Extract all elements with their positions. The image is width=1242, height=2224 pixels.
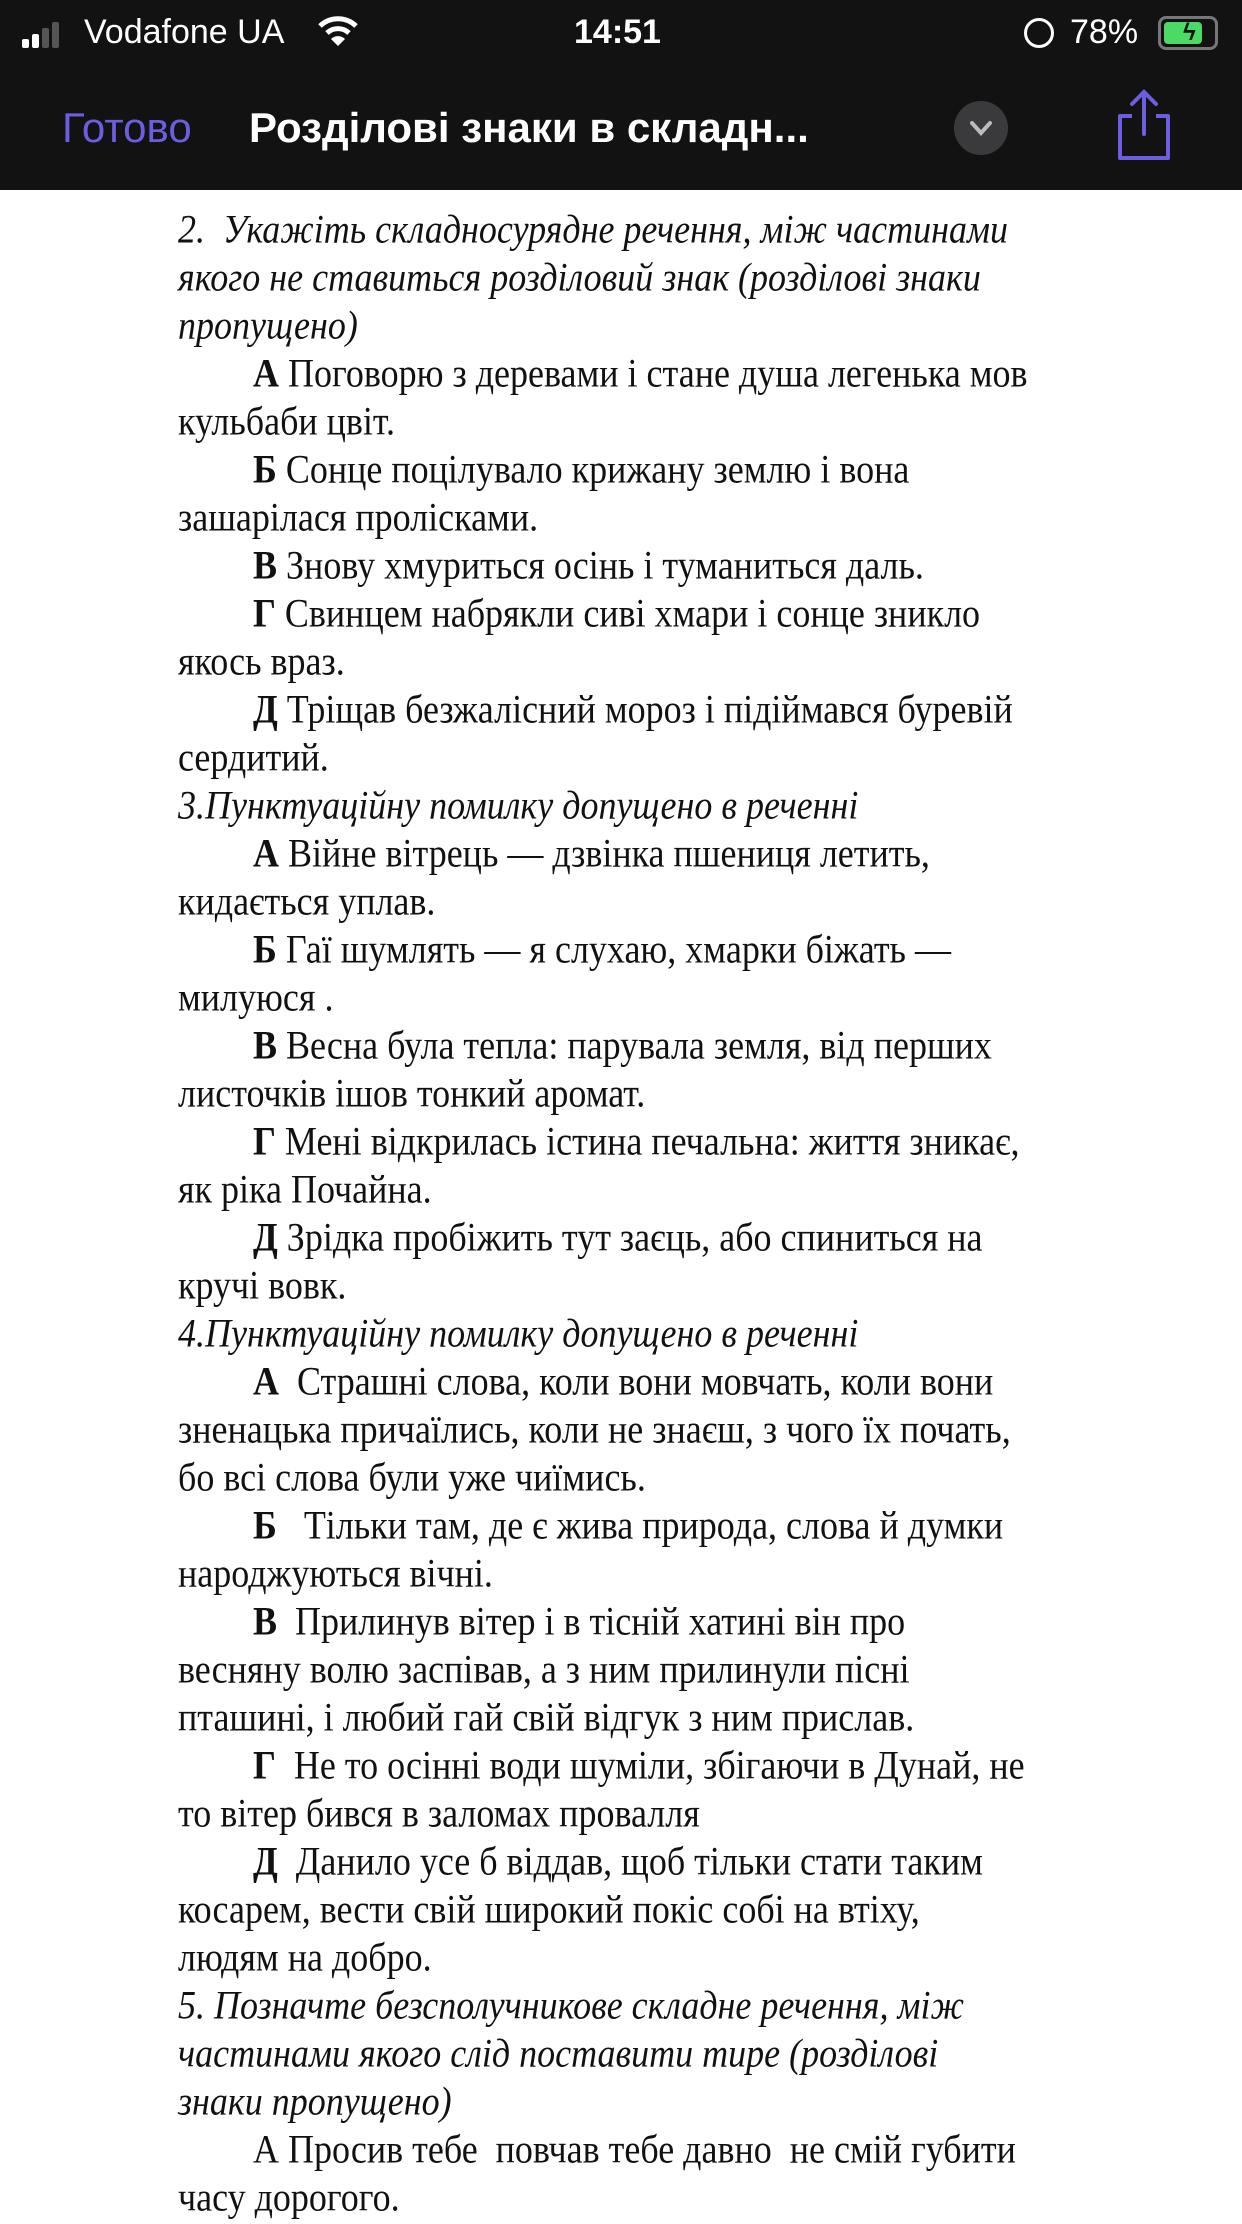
done-button[interactable]: Готово bbox=[62, 104, 192, 151]
option-letter: Д bbox=[253, 1214, 278, 1260]
answer-text-line bbox=[253, 682, 1013, 736]
line-text: зашарілася пролісками. bbox=[178, 494, 539, 540]
line-text: Данило усе б віддав, щоб тільки стати таким bbox=[277, 1838, 983, 1884]
line-text: Сонце поцілувало крижану землю і вона bbox=[276, 446, 910, 492]
answer-text-line bbox=[253, 2122, 1016, 2176]
line-text: як ріка Почайна. bbox=[178, 1166, 432, 1212]
answer-text-line bbox=[253, 826, 930, 880]
option-letter: В bbox=[253, 1598, 278, 1644]
answer-text-line bbox=[178, 490, 538, 544]
question-text-line bbox=[178, 298, 358, 352]
battery-percent: 78% bbox=[1070, 13, 1139, 51]
answer-text-line bbox=[178, 1402, 1011, 1456]
share-icon[interactable] bbox=[1112, 88, 1176, 162]
line-text: Весна була тепла: парувала земля, від перших bbox=[277, 1022, 992, 1068]
clock: 14:51 bbox=[574, 13, 661, 51]
answer-text-line bbox=[178, 1930, 432, 1984]
line-text: Не то осінні води шуміли, збігаючи в Дунай, не bbox=[275, 1742, 1025, 1788]
line-text: Тріщав безжалісний мороз і підіймався буревій bbox=[277, 686, 1013, 732]
option-letter: Б bbox=[253, 1502, 277, 1548]
option-letter: А bbox=[253, 830, 279, 876]
line-text: кидається уплав. bbox=[178, 878, 436, 924]
line-text: пташині, і любий гай свій відгук з ним прислав. bbox=[178, 1694, 915, 1740]
answer-text-line bbox=[253, 1018, 992, 1072]
question-text-line bbox=[178, 202, 1008, 256]
line-text: пропущено) bbox=[178, 302, 358, 348]
option-letter: В bbox=[253, 1022, 278, 1068]
answer-text-line bbox=[253, 1354, 993, 1408]
line-text: 4.Пунктуаційну помилку допущено в реченні bbox=[178, 1310, 859, 1356]
answer-text-line bbox=[253, 1834, 983, 1888]
line-text: Свинцем набрякли сиві хмари і сонце зникло bbox=[275, 590, 981, 636]
option-letter: Б bbox=[253, 446, 277, 492]
document-title[interactable]: Розділові знаки в складн... bbox=[249, 104, 809, 151]
answer-text-line bbox=[253, 1594, 905, 1648]
line-text: листочків ішов тонкий аромат. bbox=[178, 1070, 646, 1116]
answer-text-line bbox=[178, 1258, 346, 1312]
line-text: Зрідка пробіжить тут заєць, або спиниться на bbox=[277, 1214, 983, 1260]
answer-text-line bbox=[178, 730, 329, 784]
line-text: народжуються вічні. bbox=[178, 1550, 493, 1596]
carrier: Vodafone UA bbox=[84, 13, 285, 51]
option-letter: Д bbox=[253, 1838, 278, 1884]
option-letter: А bbox=[253, 1358, 279, 1404]
wifi-icon bbox=[318, 14, 358, 48]
answer-text-line bbox=[253, 1498, 1003, 1552]
option-letter: Г bbox=[253, 590, 276, 636]
answer-text-line bbox=[178, 1882, 920, 1936]
answer-text-line bbox=[178, 1642, 910, 1696]
answer-text-line bbox=[178, 2170, 400, 2224]
signal-icon bbox=[22, 22, 62, 48]
line-text: знаки пропущено) bbox=[178, 2078, 452, 2124]
answer-text-line bbox=[178, 1162, 432, 1216]
answer-text-line bbox=[178, 1066, 645, 1120]
option-letter: Г bbox=[253, 1742, 276, 1788]
answer-text-line bbox=[178, 1450, 646, 1504]
line-text: людям на добро. bbox=[178, 1934, 432, 1980]
line-text: часу дорогого. bbox=[178, 2174, 400, 2220]
question-text-line bbox=[178, 250, 981, 304]
line-text: милуюся . bbox=[178, 974, 334, 1020]
option-letter: А bbox=[253, 2126, 279, 2172]
answer-text-line bbox=[253, 1114, 1020, 1168]
option-letter: Б bbox=[253, 926, 277, 972]
line-text: 3.Пунктуаційну помилку допущено в реченні bbox=[178, 782, 859, 828]
option-letter: А bbox=[253, 350, 279, 396]
answer-text-line bbox=[253, 1210, 983, 1264]
line-text: 2. Укажіть складносурядне речення, між частинами bbox=[178, 206, 1008, 252]
line-text: Гаї шумлять — я слухаю, хмарки біжать — bbox=[276, 926, 951, 972]
answer-text-line bbox=[253, 442, 909, 496]
answer-text-line bbox=[178, 1546, 493, 1600]
answer-text-line bbox=[178, 1690, 914, 1744]
answer-text-line bbox=[178, 874, 435, 928]
title-menu-button[interactable] bbox=[954, 101, 1008, 155]
question-text-line bbox=[178, 2026, 938, 2080]
line-text: кульбаби цвіт. bbox=[178, 398, 395, 444]
line-text: якось враз. bbox=[178, 638, 345, 684]
answer-text-line bbox=[253, 1738, 1025, 1792]
answer-text-line bbox=[178, 970, 333, 1024]
line-text: 5. Позначте безсполучникове складне речення, між bbox=[178, 1982, 964, 2028]
line-text: Поговорю з деревами і стане душа легенька мов bbox=[279, 350, 1028, 396]
answer-text-line bbox=[253, 922, 951, 976]
line-text: зненацька причаїлись, коли не знаєш, з чого їх почать, bbox=[178, 1406, 1011, 1452]
option-letter: Г bbox=[253, 1118, 276, 1164]
question-text-line bbox=[178, 1306, 858, 1360]
answer-text-line bbox=[178, 394, 395, 448]
question-text-line bbox=[178, 1978, 964, 2032]
question-text-line bbox=[178, 778, 858, 832]
answer-text-line bbox=[253, 538, 924, 592]
line-text: якого не ставиться розділовий знак (розділові знаки bbox=[178, 254, 981, 300]
answer-text-line bbox=[178, 634, 345, 688]
line-text: Війне вітрець — дзвінка пшениця летить, bbox=[279, 830, 930, 876]
chevron-down-icon bbox=[954, 101, 1008, 155]
question-text-line bbox=[178, 2074, 452, 2128]
answer-text-line bbox=[253, 586, 980, 640]
top-bar bbox=[0, 0, 1242, 190]
line-text: Прилинув вітер і в тісній хатині він про bbox=[277, 1598, 906, 1644]
line-text: частинами якого слід поставити тире (розділові bbox=[178, 2030, 939, 2076]
battery-charging-icon: ϟ bbox=[1158, 16, 1218, 50]
answer-text-line bbox=[178, 1786, 700, 1840]
line-text: Знову хмуриться осінь і туманиться даль. bbox=[277, 542, 924, 588]
line-text: Просив тебе повчав тебе давно не смій губити bbox=[279, 2126, 1016, 2172]
line-text: кручі вовк. bbox=[178, 1262, 347, 1308]
line-text: сердитий. bbox=[178, 734, 329, 780]
line-text: Тільки там, де є жива природа, слова й думки bbox=[276, 1502, 1004, 1548]
orientation-lock-icon bbox=[1024, 18, 1054, 48]
line-text: весняну волю заспівав, а з ним прилинули пісні bbox=[178, 1646, 910, 1692]
line-text: бо всі слова були уже чиїмись. bbox=[178, 1454, 646, 1500]
line-text: Страшні слова, коли вони мовчать, коли вони bbox=[279, 1358, 994, 1404]
line-text: то вітер бився в заломах провалля bbox=[178, 1790, 700, 1836]
line-text: косарем, вести свій широкий покіс собі на втіху, bbox=[178, 1886, 920, 1932]
option-letter: В bbox=[253, 542, 278, 588]
line-text: Мені відкрилась істина печальна: життя зникає, bbox=[275, 1118, 1020, 1164]
option-letter: Д bbox=[253, 686, 278, 732]
answer-text-line bbox=[253, 346, 1028, 400]
